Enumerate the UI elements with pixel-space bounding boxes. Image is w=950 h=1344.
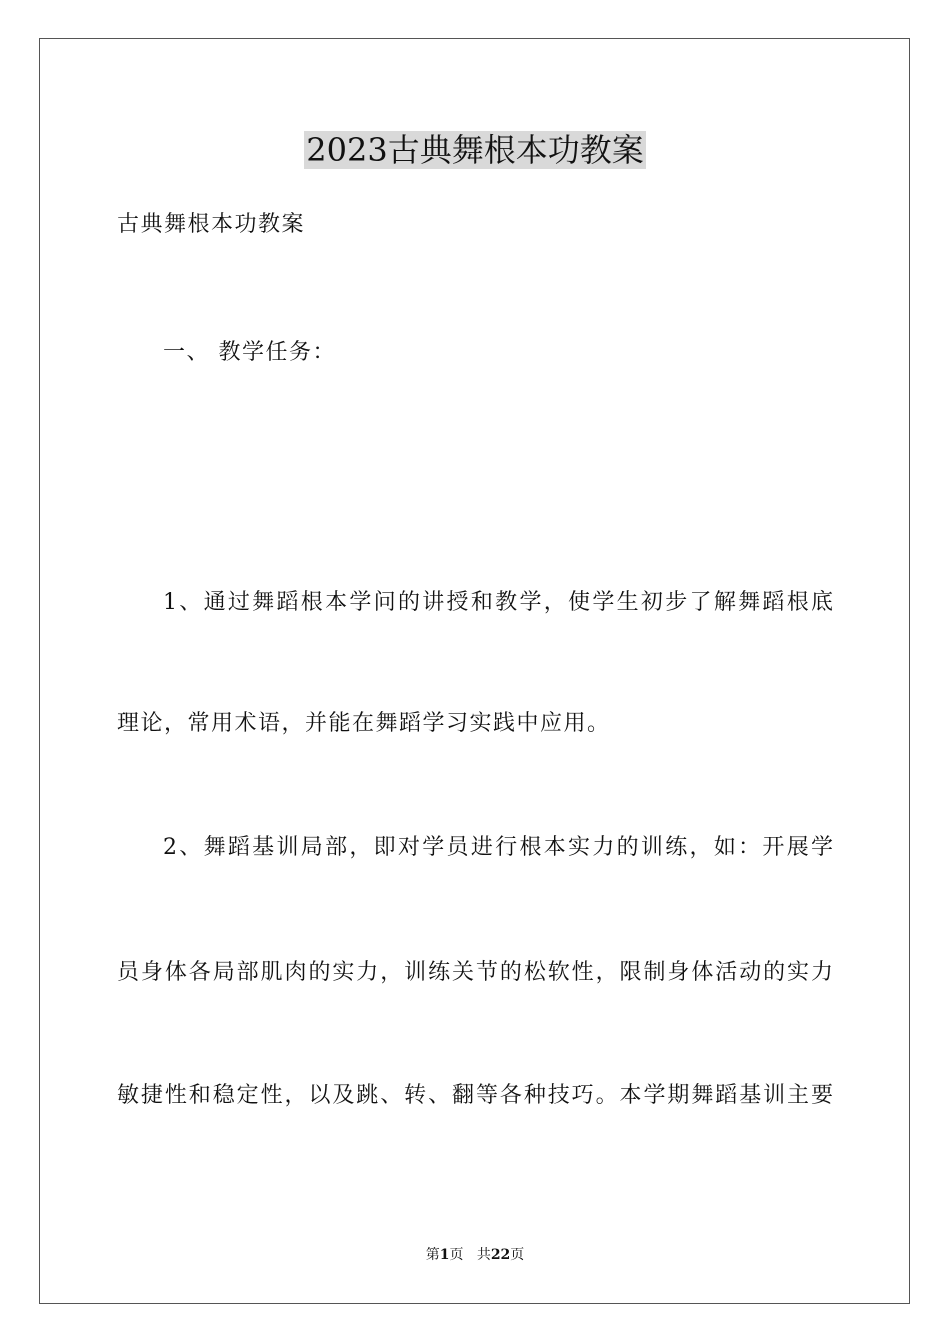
footer-total-prefix: 共 (476, 1247, 491, 1263)
footer-page-total: 22 (490, 1247, 511, 1263)
footer-total-suffix: 页 (510, 1247, 525, 1263)
paragraph-2-line-1: 2、舞蹈基训局部，即对学员进行根本实力的训练，如：开展学 (163, 835, 833, 860)
footer-page-current: 1 (439, 1247, 450, 1263)
paragraph-2-line-3: 敏捷性和稳定性，以及跳、转、翻等各种技巧。本学期舞蹈基训主要 (117, 1083, 833, 1108)
section-heading: 一、 教学任务： (163, 340, 336, 365)
paragraph-1-line-1: 1、通过舞蹈根本学问的讲授和教学，使学生初步了解舞蹈根底 (163, 590, 833, 615)
footer-page-prefix: 第 (425, 1247, 440, 1263)
page-footer (0, 1245, 950, 1265)
paragraph-1-line-2: 理论，常用术语，并能在舞蹈学习实践中应用。 (117, 711, 611, 736)
document-title (0, 128, 950, 172)
paragraph-2-line-2: 员身体各局部肌肉的实力，训练关节的松软性，限制身体活动的实力 (117, 960, 833, 985)
document-subtitle: 古典舞根本功教案 (117, 212, 306, 237)
document-title-text: 2023古典舞根本功教案 (306, 131, 644, 169)
footer-page-suffix: 页 (449, 1247, 464, 1263)
